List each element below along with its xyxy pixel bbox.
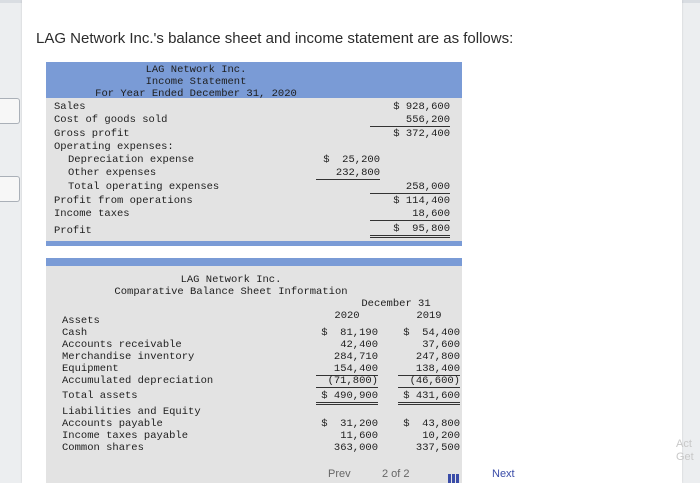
balance-row-2020-value: 11,600 — [340, 430, 378, 442]
left-side-tab[interactable] — [0, 98, 20, 124]
profit-value: $ 95,800 — [370, 223, 450, 238]
balance-row-2019-value: (46,600) — [398, 375, 460, 388]
depreciation-value: $ 25,200 — [323, 154, 380, 166]
income-statement-bottom-band — [46, 241, 462, 246]
balance-row-2019-value: $ 431,600 — [398, 390, 460, 405]
balance-row-label: Merchandise inventory — [62, 351, 195, 363]
profit-label: Profit — [54, 225, 92, 237]
balance-row-2020-value: (71,800) — [316, 375, 378, 388]
balance-row-2020-value: 363,000 — [333, 442, 378, 454]
profit-ops-label: Profit from operations — [54, 195, 193, 207]
income-taxes-value: 18,600 — [370, 208, 450, 221]
cogs-label: Cost of goods sold — [54, 114, 168, 126]
question-text: LAG Network Inc.'s balance sheet and income statement are as follows: — [36, 30, 514, 47]
balance-row-label: Accounts receivable — [62, 339, 182, 351]
balance-row-label: Income taxes payable — [62, 430, 189, 442]
balance-row-label: Common shares — [62, 442, 144, 454]
balance-row-label: Liabilities and Equity — [62, 406, 201, 418]
other-expenses-value: 232,800 — [316, 167, 380, 180]
balance-row-2020-value: 154,400 — [316, 363, 378, 376]
left-side-tab[interactable] — [0, 176, 20, 202]
page-indicator: 2 of 2 — [382, 468, 410, 480]
balance-sheet-table — [46, 258, 462, 483]
balance-row-label: Total assets — [62, 390, 138, 402]
balance-row-2019-value: 10,200 — [422, 430, 460, 442]
balance-row-2020-value: $ 31,200 — [321, 418, 378, 430]
balance-row-label: Accounts payable — [62, 418, 163, 430]
balance-row-2020-value: 284,710 — [333, 351, 378, 363]
sales-label: Sales — [54, 101, 86, 113]
balance-row-2020-value: $ 81,190 — [321, 327, 378, 339]
prev-button[interactable]: Prev — [328, 468, 351, 480]
cogs-value: 556,200 — [370, 114, 450, 127]
balance-row-label: Equipment — [62, 363, 119, 375]
balance-row-2019-value: 337,500 — [415, 442, 460, 454]
income-statement-period: For Year Ended December 31, 2020 — [95, 88, 297, 100]
balance-row-2020-value: $ 490,900 — [316, 390, 378, 405]
watermark-line-2: Get — [676, 451, 694, 463]
balance-sheet-company: LAG Network Inc. — [180, 274, 282, 286]
balance-row-2019-value: 138,400 — [398, 363, 460, 376]
balance-row-2019-value: $ 54,400 — [403, 327, 460, 339]
balance-row-2019-value: 247,800 — [415, 351, 460, 363]
total-opex-label: Total operating expenses — [68, 181, 220, 193]
income-statement-title: Income Statement — [145, 76, 247, 88]
income-taxes-label: Income taxes — [54, 208, 130, 220]
period-header: December 31 — [361, 298, 431, 310]
sales-value: $ 928,600 — [393, 101, 450, 113]
gross-profit-value: $ 372,400 — [393, 128, 450, 140]
opex-header-label: Operating expenses: — [54, 141, 174, 153]
activation-watermark — [676, 438, 694, 464]
income-statement-company: LAG Network Inc. — [145, 64, 247, 76]
income-statement-table — [46, 62, 462, 246]
grid-icon[interactable] — [448, 474, 460, 483]
total-opex-value: 258,000 — [370, 181, 450, 194]
balance-row-2019-value: 37,600 — [422, 339, 460, 351]
other-expenses-label: Other expenses — [68, 167, 157, 179]
year-2019-header: 2019 — [416, 310, 442, 322]
watermark-line-1: Act — [676, 438, 692, 450]
profit-ops-value: $ 114,400 — [393, 195, 450, 207]
balance-row-2019-value: $ 43,800 — [403, 418, 460, 430]
gross-profit-label: Gross profit — [54, 128, 130, 140]
balance-row-label: Assets — [62, 315, 100, 327]
depreciation-label: Depreciation expense — [68, 154, 195, 166]
balance-sheet-title: Comparative Balance Sheet Information — [114, 286, 348, 298]
balance-sheet-top-band — [46, 258, 462, 266]
balance-row-2020-value: 42,400 — [340, 339, 378, 351]
balance-row-label: Cash — [62, 327, 88, 339]
year-2020-header: 2020 — [334, 310, 360, 322]
balance-row-label: Accumulated depreciation — [62, 375, 214, 387]
next-button[interactable]: Next — [492, 468, 515, 480]
